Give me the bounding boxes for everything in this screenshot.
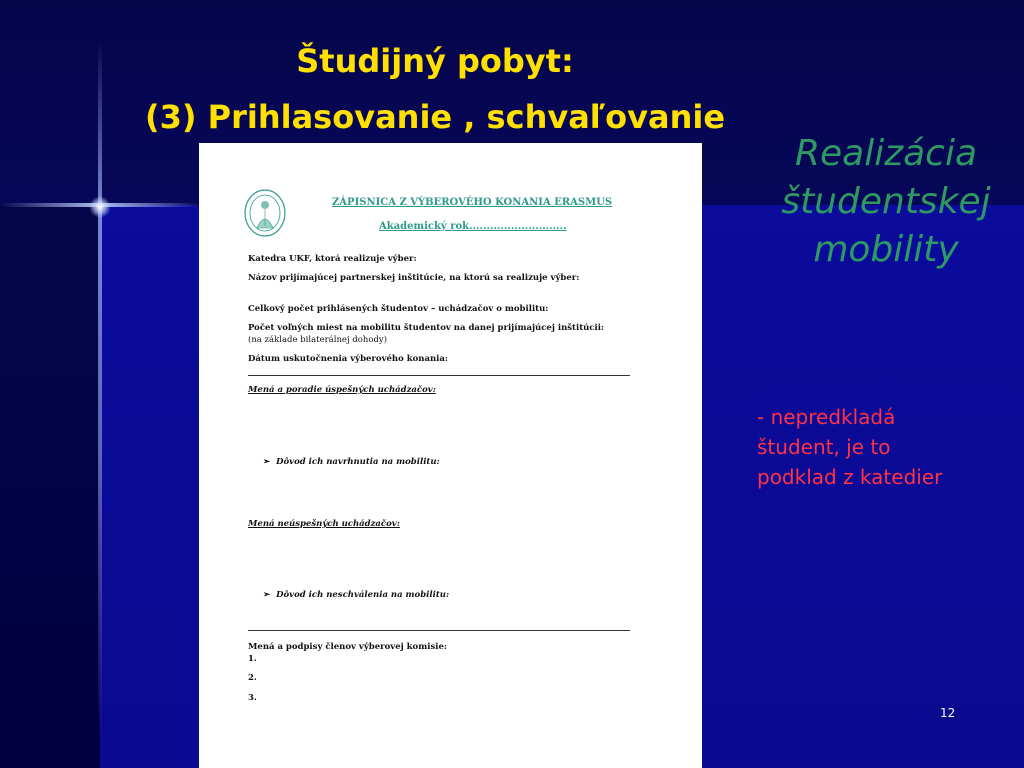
academic-year-label: Akademický rok: [379, 221, 470, 232]
decorative-star-glow: [89, 196, 111, 218]
side-note-line: podklad z katedier: [757, 465, 943, 489]
side-note-line: - nepredkladá: [757, 405, 896, 429]
side-heading-line: Realizácia: [794, 133, 978, 174]
side-heading-line: študentskej: [781, 181, 991, 222]
section-unsuccessful-applicants: Mená neúspešných uchádzačov:: [248, 519, 400, 529]
side-note-line: študent, je to: [757, 435, 891, 459]
committee-number-3: 3.: [248, 693, 257, 703]
field-total-applicants: Celkový počet prihlásených študentov – uchádzačov o mobilitu:: [248, 304, 549, 314]
section-successful-applicants: Mená a poradie úspešných uchádzačov:: [248, 385, 436, 395]
decorative-vertical-glow: [98, 40, 102, 740]
committee-label: Mená a podpisy členov výberovej komisie:: [248, 642, 448, 652]
page-number: 12: [940, 706, 956, 720]
side-heading-line: mobility: [813, 229, 959, 270]
committee-number-1: 1.: [248, 654, 257, 664]
field-selection-date: Dátum uskutočnenia výberového konania:: [248, 354, 449, 364]
document-heading: ZÁPISNICA Z VÝBEROVÉHO KONANIA ERASMUS: [332, 197, 613, 208]
slide-title-line-2: (3) Prihlasovanie , schvaľovanie: [144, 98, 726, 136]
bullet-unsuccessful-reason: [263, 590, 449, 600]
field-free-places-note: (na základe bilaterálnej dohody): [248, 335, 388, 345]
side-note: [757, 402, 1007, 492]
bullet-arrow-icon: ➢: [263, 590, 271, 600]
divider: [248, 375, 630, 376]
slide-title-line-1: Študijný pobyt:: [296, 42, 574, 80]
bullet-unsuccessful-reason-text: Dôvod ich neschválenia na mobilitu:: [276, 590, 450, 600]
bullet-arrow-icon: ➢: [263, 457, 271, 467]
background-left-band: [0, 205, 100, 768]
divider: [248, 630, 630, 631]
field-partner-institution: Názov prijímajúcej partnerskej inštitúcie, na ktorú sa realizuje výber:: [248, 273, 580, 283]
side-heading: [760, 130, 1012, 274]
field-free-places: Počet voľných miest na mobilitu študentov na danej prijímajúcej inštitúcii:: [248, 323, 605, 333]
bullet-successful-reason: [263, 457, 440, 467]
document-scan: [199, 143, 702, 768]
field-department: Katedra UKF, ktorá realizuje výber:: [248, 254, 417, 264]
university-seal-icon: [243, 188, 287, 238]
committee-number-2: 2.: [248, 673, 257, 683]
academic-year-dots: ............................: [469, 221, 567, 232]
bullet-successful-reason-text: Dôvod ich navrhnutia na mobilitu:: [276, 457, 440, 467]
academic-year-line: [379, 221, 567, 232]
